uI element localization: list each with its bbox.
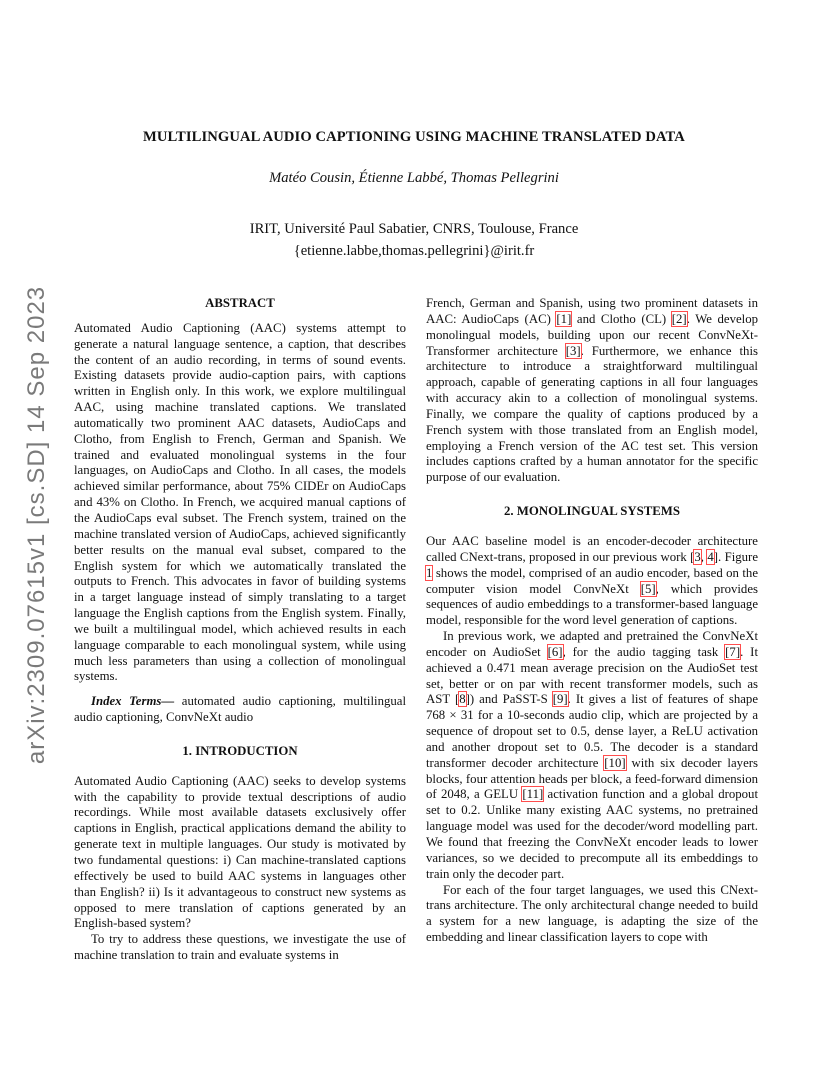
text-run: activation function and a global dropout set to 0.2. Unlike many existing AAC systems, no pretrained language model was used for the decoder/word modelling part. We found that freezing the ConvNeXt encoder leads to lower variances, so we decided to precompute all its embeddings to train only the decoder part.	[426, 787, 759, 881]
authors: Matéo Cousin, Étienne Labbé, Thomas Pellegrini	[269, 170, 559, 186]
intro-paragraph-3	[426, 296, 758, 486]
affiliation: IRIT, Université Paul Sabatier, CNRS, Toulouse, France	[249, 221, 579, 237]
paper-title: MULTILINGUAL AUDIO CAPTIONING USING MACHINE TRANSLATED DATA	[143, 129, 685, 145]
intro-paragraph-2: To try to address these questions, we investigate the use of machine translation to train and evaluate systems in	[74, 932, 406, 963]
citation-link[interactable]: [3]	[565, 343, 581, 358]
text-run: shows the model, comprised of an audio encoder, based on the computer vision model ConvNeXt	[426, 565, 758, 596]
text-run: , which provides sequences of audio embeddings to a transformer-based language model, responsible for the word level generation of captions.	[426, 581, 758, 628]
text-run: French, German and Spanish, using two prominent datasets in AAC: AudioCaps (AC)	[426, 296, 758, 326]
text-run: . It achieved a 0.471 mean average precision on the AudioSet test set, better or on par with recent transformer models, such as AST [	[426, 644, 758, 707]
text-run: with six decoder layers blocks, four attention heads per block, a feed-forward dimension of 2048, a GELU	[426, 755, 758, 802]
citation-link[interactable]: [11]	[522, 787, 544, 802]
left-column	[74, 296, 406, 964]
text-run: Our AAC baseline model is an encoder-decoder architecture called CNext-trans, proposed in our previous work [	[426, 533, 758, 564]
citation-link[interactable]: [6]	[547, 644, 563, 659]
figure-link[interactable]: 1	[426, 565, 433, 580]
intro-paragraph-1: Automated Audio Captioning (AAC) seeks to develop systems with the capability to provide textual descriptions of audio recordings. While most available datasets exclusively offer captions in English, practical applications demand the ability to generate text in multiple languages. Our study is motivated by two fundamental questions: i) Can machine-translated captions effectively be used to build AAC systems in languages other than English? ii) Is it advantageous to construct new systems as opposed to mere translation of captions generated by an English-based system?	[74, 773, 406, 931]
index-terms-label: Index Terms—	[91, 694, 175, 709]
citation-link[interactable]: 4	[707, 549, 714, 564]
monolingual-heading: 2. MONOLINGUAL SYSTEMS	[504, 504, 680, 519]
citation-link[interactable]: 8	[459, 692, 466, 707]
index-terms	[74, 694, 406, 726]
abstract-text: Automated Audio Captioning (AAC) systems attempt to generate a natural language sentence, a caption, that describes the content of an audio recording, in terms of sound events. Existing datasets provide audio-caption pairs, with captions written in English only. In this work, we explore multilingual AAC, using machine translated captions. We translated automatically two prominent AAC datasets, AudioCaps and Clotho, from English to French, German and Spanish. We trained and evaluated monolingual systems in the four languages, on AudioCaps and Clotho. In all cases, the models achieved similar performance, about 75% CIDEr on AudioCaps and 43% on Clotho. In French, we acquired manual captions of the AudioCaps eval subset. The French system, trained on the machine translated version of AudioCaps, achieved significantly better results on the manual eval subset, compared to the English system for which we automatically translated the outputs to French. This advocates in favor of building systems in a target language instead of simply translating to a target language the English captions from the English system. Finally, we built a multilingual model, which achieved results in each language comparable to each monolingual system, while using much less parameters than using a collection of monolingual systems.	[74, 320, 406, 684]
citation-link[interactable]: [9]	[552, 692, 568, 707]
citation-link[interactable]: [2]	[671, 311, 687, 326]
text-run: . Furthermore, we enhance this architecture to introduce a straightforward multilingual approach, capable of generating captions in all four languages with accuracy akin to a collection of monolingual systems. Finally, we compare the quality of captions produced by a French system with those translated from an English model, employing a French version of the AC test set. This version includes captions crafted by a human annotator for the specific purpose of our evaluation.	[426, 343, 758, 485]
text-run: ,	[700, 549, 708, 564]
citation-link[interactable]: [7]	[725, 644, 741, 659]
text-run: ]. Figure	[713, 549, 758, 564]
affiliation-block	[0, 218, 828, 262]
citation-link[interactable]: [1]	[556, 311, 572, 326]
mono-paragraph-3: For each of the four target languages, we used this CNext-trans architecture. The only architectural change needed to build a system for a new language, is adapting the size of the embedding and linear classification layers to cope with	[426, 882, 758, 945]
index-terms-text: automated audio captioning, multilingual audio captioning, ConvNeXt audio	[74, 694, 406, 725]
citation-link[interactable]: [10]	[604, 755, 626, 770]
text-run: In previous work, we adapted and pretrained the ConvNeXt encoder on AudioSet	[426, 629, 758, 659]
intro-heading: 1. INTRODUCTION	[182, 743, 298, 758]
mono-paragraph-2	[426, 629, 758, 883]
text-run: ]) and PaSST-S	[465, 692, 553, 707]
citation-link[interactable]: [5]	[640, 581, 656, 596]
citation-link[interactable]: 3	[694, 549, 701, 564]
arxiv-stamp-text: arXiv:2309.07615v1 [cs.SD] 14 Sep 2023	[23, 285, 51, 765]
text-run: . It gives a list of features of shape 768 × 31 for a 10-seconds audio clip, which are projected by a sequence of dropout set to 0.5, dense layer, a ReLU activation and another dropout set to 0.5. The decoder is a standard transformer decoder architecture	[426, 692, 758, 770]
abstract-heading: ABSTRACT	[205, 296, 275, 310]
text-run: and Clotho (CL)	[571, 311, 672, 326]
email: {etienne.labbe,thomas.pellegrini}@irit.fr	[293, 243, 535, 259]
text-run: , for the audio tagging task	[562, 644, 726, 659]
arxiv-stamp	[16, 285, 58, 765]
mono-paragraph-1	[426, 534, 758, 629]
text-run: . We develop monolingual models, building upon our recent ConvNeXt-Transformer architecture	[426, 311, 759, 358]
right-column	[426, 296, 758, 946]
